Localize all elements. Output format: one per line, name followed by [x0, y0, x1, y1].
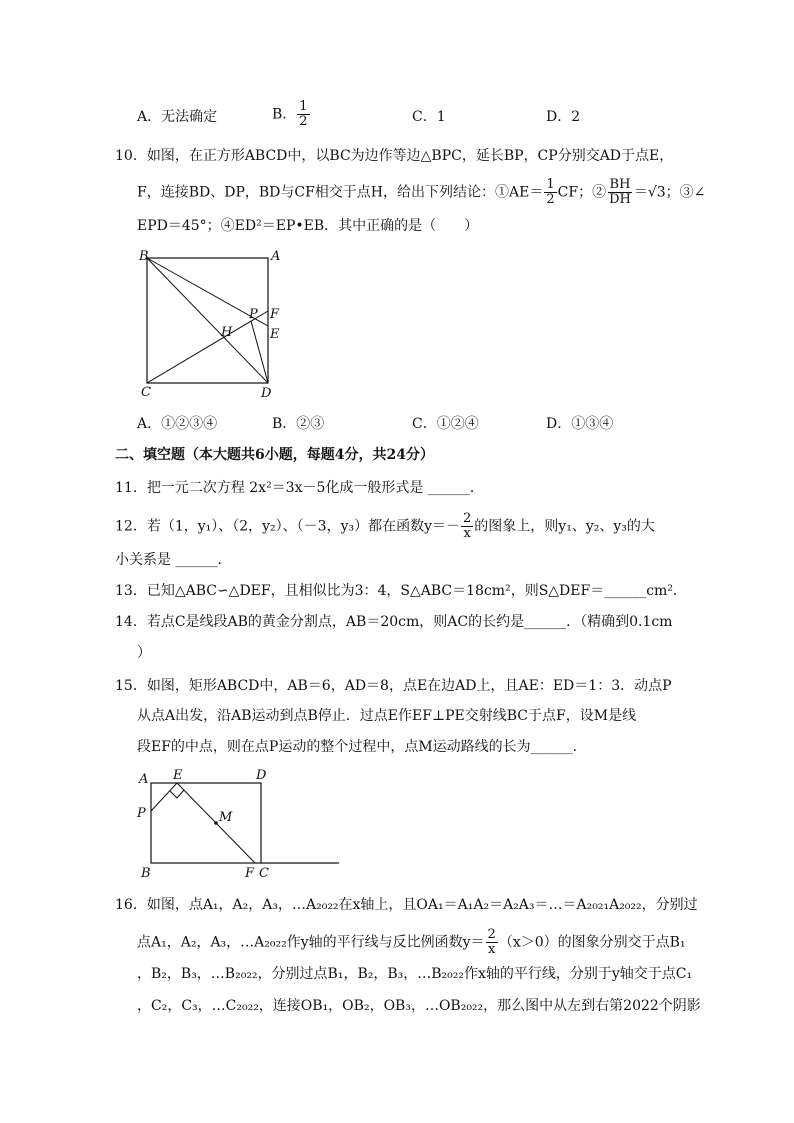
label-a: A	[139, 772, 149, 787]
midpoint-m	[214, 821, 218, 825]
label-b: B	[141, 866, 151, 880]
q16-fraction: $\frac{2}{x}$	[487, 927, 496, 957]
q10-option-d: D．①③④	[546, 416, 614, 432]
q12-fraction: $\frac{2}{x}$	[463, 511, 472, 541]
section-fill-in-title: 二、填空题（本大题共6小题，每题4分，共24分）	[115, 447, 434, 463]
label-h: H	[221, 325, 233, 340]
right-angle-mark	[170, 790, 184, 798]
label-f: F	[245, 866, 255, 880]
q9-option-c: C．1	[412, 109, 446, 125]
q15-rectangle-figure	[135, 765, 345, 880]
label-e: E	[173, 768, 183, 783]
q10-fraction-bh-dh: $\frac{BH}{DH}$	[609, 177, 631, 207]
q10-line-3: EPD＝45°；④ED²＝EP•EB．其中正确的是（ ）	[137, 218, 479, 234]
label-b: B	[139, 249, 149, 264]
q14-line-1: 14．若点C是线段AB的黄金分割点，AB＝20cm，则AC的长约是______．（精确到0.1cm	[115, 614, 673, 630]
q10-option-c: C．①②④	[412, 416, 479, 432]
q9-option-d: D．2	[546, 109, 581, 125]
q10-fraction-half: $\frac{1}{2}$	[546, 177, 555, 207]
q11-text: 11．把一元二次方程 2x²＝3x－5化成一般形式是 ______．	[115, 480, 484, 496]
label-c: C	[259, 866, 269, 880]
rectangle-abcd	[151, 783, 261, 863]
q16-line-1: 16．如图，点A₁，A₂，A₃，…A₂₀₂₂在x轴上，且OA₁＝A₁A₂＝A₂A₃＝…＝A₂₀₂₁A₂₀₂₂，分别过	[115, 897, 698, 913]
q12-line-1: 12．若（1，y₁）、（2，y₂）、（－3，y₃）都在函数y＝－ $\frac{2}{x}$ 的图象上，则y₁、y₂、y₃的大	[115, 511, 655, 541]
label-p: P	[137, 806, 146, 821]
q10-option-b: B．②③	[272, 416, 325, 432]
label-f: F	[270, 307, 280, 322]
q16-line-4: ，C₂，C₃，…C₂₀₂₂，连接OB₁，OB₂，OB₃，…OB₂₀₂₂，那么图中从左到右第2022个阴影	[137, 998, 701, 1014]
q16-line-2: 点A₁，A₂，A₃，…A₂₀₂₂作y轴的平行线与反比例函数y＝ $\frac{2}{x}$ （x＞0）的图象分别交于点B₁	[137, 927, 686, 957]
label-a: A	[271, 249, 281, 264]
label-c: C	[141, 385, 151, 400]
segment-pe	[151, 783, 177, 811]
label-p: P	[249, 307, 258, 322]
q10-square-figure	[135, 248, 285, 400]
q15-line-3: 段EF的中点，则在点P运动的整个过程中，点M运动路线的长为______．	[137, 739, 587, 755]
q14-line-2: ）	[137, 645, 151, 661]
q10-line-1: 10．如图，在正方形ABCD中，以BC为边作等边△BPC，延长BP，CP分别交AD于点E，	[115, 148, 674, 164]
q15-line-2: 从点A出发，沿AB运动到点B停止．过点E作EF⊥PE交射线BC于点F，设M是线	[137, 708, 637, 724]
q16-line-3: ，B₂，B₃，…B₂₀₂₂，分别过点B₁，B₂，B₃，…B₂₀₂₂作x轴的平行线，分别于y轴交于点C₁	[137, 966, 693, 982]
q15-line-1: 15．如图，矩形ABCD中，AB＝6，AD＝8，点E在边AD上，且AE：ED＝1：3．动点P	[115, 678, 672, 694]
q13-text: 13．已知△ABC∽△DEF，且相似比为3：4，S△ABC＝18cm²，则S△DEF＝______cm²．	[115, 583, 687, 599]
q12-line-2: 小关系是 ______．	[115, 552, 232, 568]
label-d: D	[261, 386, 272, 400]
q10-option-a: A．①②③④	[137, 416, 218, 432]
q9-option-b	[272, 100, 311, 129]
label-e: E	[270, 327, 280, 342]
label-m: M	[219, 810, 233, 825]
q9-option-b-prefix: B．	[272, 106, 297, 123]
q10-line-2: F，连接BD、DP，BD与CF相交于点H，给出下列结论：①AE＝ $\frac{1}{2}$ CF；② $\frac{BH}{DH}$ ＝√3；③∠	[137, 177, 706, 207]
q9-option-a: A．无法确定	[137, 109, 218, 125]
label-d: D	[256, 768, 267, 783]
q9-option-b-fraction: $\frac{1}{2}$	[299, 99, 308, 129]
